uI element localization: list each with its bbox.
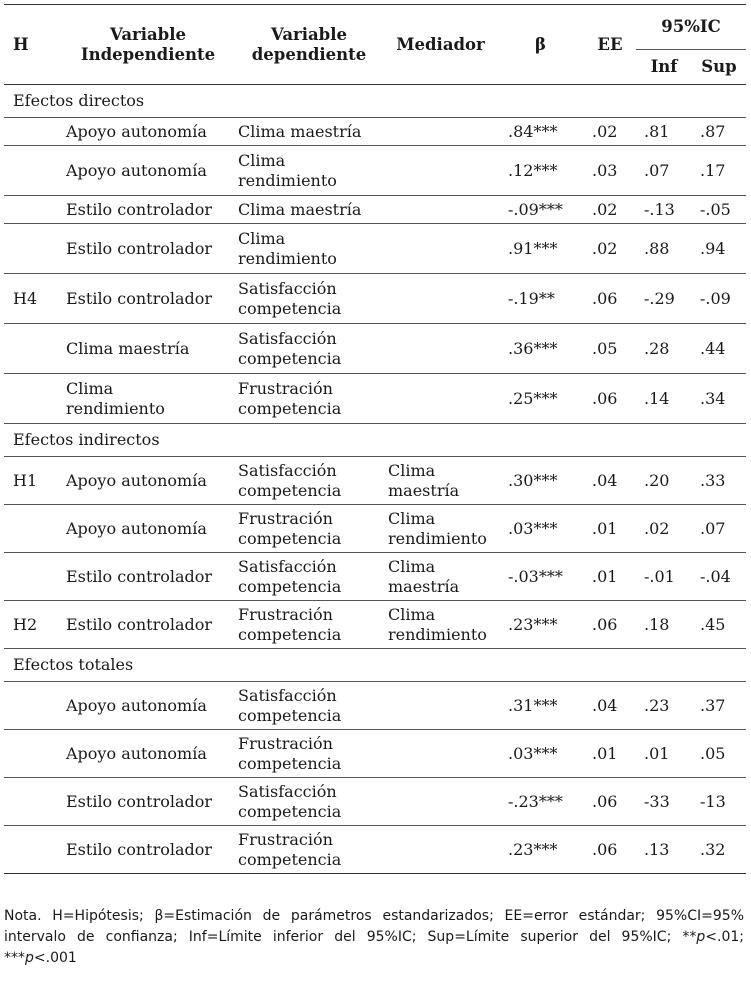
cell-hypothesis xyxy=(4,196,62,224)
cell-hypothesis: H1 xyxy=(4,457,62,505)
cell-independent-line: Estilo controlador xyxy=(66,614,213,634)
table-row xyxy=(4,196,746,224)
cell-dependent-line: Satisfacción xyxy=(238,556,337,576)
note-text: Nota. H=Hipótesis; β=Estimación de parámetros estandarizados; EE=error estándar; 95%CI=95% intervalo de confianza; Inf=Límite inferior del 95%IC; Sup=Límite superior del 95%IC; xyxy=(4,908,744,945)
table-row xyxy=(4,730,746,778)
cell-beta: -.09*** xyxy=(497,196,584,224)
cell-ee: .06 xyxy=(584,601,636,649)
cell-hypothesis xyxy=(4,826,62,874)
header-sup: Sup xyxy=(692,50,746,85)
cell-beta: -.03*** xyxy=(497,553,584,601)
cell-dependent xyxy=(234,505,384,553)
cell-mediator xyxy=(384,826,497,874)
table-row xyxy=(4,601,746,649)
table-row xyxy=(4,826,746,874)
cell-independent-line: Clima xyxy=(66,378,114,398)
note-sig2-stars: ** xyxy=(682,929,697,945)
cell-dependent xyxy=(234,457,384,505)
note-sig2-p: p xyxy=(696,929,706,945)
note-sig3-p: p xyxy=(25,950,34,966)
cell-mediator xyxy=(384,274,497,324)
cell-dependent-line: Frustración xyxy=(238,604,333,624)
cell-dependent xyxy=(234,146,384,196)
cell-dependent-line: competencia xyxy=(238,480,342,500)
cell-mediator xyxy=(384,118,497,146)
cell-dependent-line: competencia xyxy=(238,849,342,869)
cell-dependent-line: Frustración xyxy=(238,378,333,398)
cell-dependent-line: competencia xyxy=(238,801,342,821)
cell-independent xyxy=(62,778,234,826)
cell-dependent-line: competencia xyxy=(238,576,342,596)
cell-independent-line: Apoyo autonomía xyxy=(66,470,207,490)
note-sig3-value: <.001 xyxy=(33,950,77,966)
cell-sup: .05 xyxy=(692,730,746,778)
section-title: Efectos indirectos xyxy=(4,424,746,457)
cell-sup: -.05 xyxy=(692,196,746,224)
cell-mediator xyxy=(384,601,497,649)
cell-beta: -.23*** xyxy=(497,778,584,826)
table-row xyxy=(4,457,746,505)
cell-mediator xyxy=(384,224,497,274)
header-independent-line2: Independiente xyxy=(80,44,216,64)
header-independent xyxy=(62,5,234,85)
cell-independent-line: Estilo controlador xyxy=(66,238,213,258)
table-note xyxy=(4,906,744,969)
cell-dependent-line: Frustración xyxy=(238,508,333,528)
cell-inf: -33 xyxy=(636,778,692,826)
cell-independent-line: Clima maestría xyxy=(66,338,190,358)
cell-beta: .23*** xyxy=(497,826,584,874)
header-inf: Inf xyxy=(636,50,692,85)
table-row xyxy=(4,146,746,196)
table-row xyxy=(4,778,746,826)
header-ee: EE xyxy=(584,5,636,85)
cell-dependent-line: competencia xyxy=(238,528,342,548)
table-body xyxy=(4,85,746,874)
cell-hypothesis xyxy=(4,374,62,424)
table-row xyxy=(4,553,746,601)
cell-independent-line: Estilo controlador xyxy=(66,288,213,308)
cell-beta: .84*** xyxy=(497,118,584,146)
cell-ee: .01 xyxy=(584,505,636,553)
section-title: Efectos directos xyxy=(4,85,746,118)
cell-hypothesis xyxy=(4,682,62,730)
cell-dependent-line: rendimiento xyxy=(238,248,337,268)
cell-inf: .14 xyxy=(636,374,692,424)
header-dependent-line2: dependiente xyxy=(251,44,367,64)
cell-ee: .02 xyxy=(584,224,636,274)
cell-ee: .06 xyxy=(584,374,636,424)
cell-dependent-line: rendimiento xyxy=(238,170,337,190)
cell-beta: .31*** xyxy=(497,682,584,730)
cell-sup: .44 xyxy=(692,324,746,374)
table-row xyxy=(4,118,746,146)
cell-independent-line: Apoyo autonomía xyxy=(66,743,207,763)
results-table-container xyxy=(4,4,746,874)
cell-beta: .03*** xyxy=(497,505,584,553)
cell-sup: .87 xyxy=(692,118,746,146)
cell-mediator xyxy=(384,196,497,224)
cell-ee: .01 xyxy=(584,553,636,601)
cell-inf: .18 xyxy=(636,601,692,649)
cell-hypothesis: H2 xyxy=(4,601,62,649)
cell-independent-line: Estilo controlador xyxy=(66,566,213,586)
cell-ee: .06 xyxy=(584,778,636,826)
header-mediator: Mediador xyxy=(384,5,497,85)
cell-mediator xyxy=(384,374,497,424)
cell-dependent xyxy=(234,778,384,826)
cell-sup: .37 xyxy=(692,682,746,730)
cell-independent-line: Apoyo autonomía xyxy=(66,695,207,715)
cell-dependent-line: competencia xyxy=(238,398,342,418)
cell-sup: -.04 xyxy=(692,553,746,601)
cell-mediator-line: rendimiento xyxy=(388,528,487,548)
cell-dependent-line: competencia xyxy=(238,753,342,773)
cell-inf: .13 xyxy=(636,826,692,874)
section-title: Efectos totales xyxy=(4,649,746,682)
cell-inf: .07 xyxy=(636,146,692,196)
cell-independent-line: Estilo controlador xyxy=(66,839,213,859)
cell-sup: .32 xyxy=(692,826,746,874)
table-header xyxy=(4,5,746,85)
cell-mediator xyxy=(384,778,497,826)
cell-mediator-line: Clima xyxy=(388,556,436,576)
cell-independent-line: Apoyo autonomía xyxy=(66,121,207,141)
cell-inf: .81 xyxy=(636,118,692,146)
cell-mediator xyxy=(384,553,497,601)
cell-hypothesis xyxy=(4,553,62,601)
cell-dependent-line: competencia xyxy=(238,624,342,644)
cell-hypothesis: H4 xyxy=(4,274,62,324)
cell-dependent-line: Clima xyxy=(238,150,286,170)
cell-dependent xyxy=(234,118,384,146)
cell-mediator-line: maestría xyxy=(388,480,460,500)
cell-ee: .02 xyxy=(584,118,636,146)
cell-independent xyxy=(62,730,234,778)
cell-beta: -.19** xyxy=(497,274,584,324)
table-row xyxy=(4,374,746,424)
cell-dependent-line: Frustración xyxy=(238,733,333,753)
header-h: H xyxy=(4,5,62,85)
cell-ee: .01 xyxy=(584,730,636,778)
cell-independent xyxy=(62,274,234,324)
cell-independent-line: rendimiento xyxy=(66,398,165,418)
cell-dependent-line: Satisfacción xyxy=(238,685,337,705)
cell-independent xyxy=(62,196,234,224)
header-dependent-line1: Variable xyxy=(271,24,347,44)
cell-ee: .04 xyxy=(584,457,636,505)
cell-beta: .25*** xyxy=(497,374,584,424)
cell-inf: .01 xyxy=(636,730,692,778)
cell-dependent xyxy=(234,324,384,374)
header-dependent xyxy=(234,5,384,85)
cell-dependent xyxy=(234,826,384,874)
table-row xyxy=(4,505,746,553)
cell-independent xyxy=(62,457,234,505)
cell-mediator-line: maestría xyxy=(388,576,460,596)
cell-dependent-line: Clima maestría xyxy=(238,121,362,141)
cell-mediator xyxy=(384,730,497,778)
cell-hypothesis xyxy=(4,730,62,778)
cell-dependent-line: competencia xyxy=(238,348,342,368)
cell-hypothesis xyxy=(4,146,62,196)
table-row xyxy=(4,274,746,324)
cell-dependent-line: Satisfacción xyxy=(238,781,337,801)
cell-dependent-line: Frustración xyxy=(238,829,333,849)
note-sig2-value: <.01; xyxy=(705,929,744,945)
cell-beta: .30*** xyxy=(497,457,584,505)
table-row xyxy=(4,324,746,374)
cell-inf: -.29 xyxy=(636,274,692,324)
cell-independent xyxy=(62,324,234,374)
cell-ee: .02 xyxy=(584,196,636,224)
cell-independent xyxy=(62,682,234,730)
cell-independent xyxy=(62,118,234,146)
cell-independent xyxy=(62,553,234,601)
cell-independent-line: Apoyo autonomía xyxy=(66,160,207,180)
cell-dependent xyxy=(234,601,384,649)
cell-independent xyxy=(62,826,234,874)
cell-independent-line: Estilo controlador xyxy=(66,199,213,219)
cell-dependent xyxy=(234,553,384,601)
cell-mediator-line: Clima xyxy=(388,604,436,624)
cell-independent xyxy=(62,224,234,274)
cell-dependent xyxy=(234,224,384,274)
header-beta: β xyxy=(497,5,584,85)
cell-dependent xyxy=(234,374,384,424)
cell-hypothesis xyxy=(4,224,62,274)
cell-independent xyxy=(62,146,234,196)
cell-dependent-line: Clima maestría xyxy=(238,199,362,219)
cell-mediator xyxy=(384,682,497,730)
header-ic: 95%IC xyxy=(636,5,746,50)
cell-dependent xyxy=(234,274,384,324)
cell-sup: -13 xyxy=(692,778,746,826)
cell-sup: .07 xyxy=(692,505,746,553)
cell-dependent-line: Satisfacción xyxy=(238,328,337,348)
cell-beta: .12*** xyxy=(497,146,584,196)
cell-ee: .03 xyxy=(584,146,636,196)
cell-dependent xyxy=(234,730,384,778)
cell-hypothesis xyxy=(4,505,62,553)
cell-mediator-line: rendimiento xyxy=(388,624,487,644)
cell-dependent xyxy=(234,196,384,224)
cell-inf: .20 xyxy=(636,457,692,505)
cell-mediator xyxy=(384,457,497,505)
cell-hypothesis xyxy=(4,778,62,826)
table-row xyxy=(4,224,746,274)
cell-ee: .06 xyxy=(584,274,636,324)
cell-beta: .03*** xyxy=(497,730,584,778)
cell-dependent-line: Clima xyxy=(238,228,286,248)
cell-sup: .45 xyxy=(692,601,746,649)
cell-hypothesis xyxy=(4,118,62,146)
cell-sup: .34 xyxy=(692,374,746,424)
note-sig3-stars: *** xyxy=(4,950,25,966)
cell-dependent xyxy=(234,682,384,730)
cell-inf: -.01 xyxy=(636,553,692,601)
cell-ee: .05 xyxy=(584,324,636,374)
cell-beta: .36*** xyxy=(497,324,584,374)
cell-independent-line: Apoyo autonomía xyxy=(66,518,207,538)
cell-inf: .02 xyxy=(636,505,692,553)
cell-ee: .06 xyxy=(584,826,636,874)
cell-independent xyxy=(62,374,234,424)
section-row xyxy=(4,649,746,682)
section-row xyxy=(4,424,746,457)
cell-dependent-line: Satisfacción xyxy=(238,460,337,480)
cell-beta: .91*** xyxy=(497,224,584,274)
results-table xyxy=(4,4,746,874)
cell-mediator xyxy=(384,505,497,553)
header-independent-line1: Variable xyxy=(110,24,186,44)
cell-inf: .88 xyxy=(636,224,692,274)
section-row xyxy=(4,85,746,118)
cell-dependent-line: competencia xyxy=(238,705,342,725)
cell-mediator-line: Clima xyxy=(388,460,436,480)
cell-ee: .04 xyxy=(584,682,636,730)
cell-inf: .23 xyxy=(636,682,692,730)
cell-sup: .33 xyxy=(692,457,746,505)
cell-beta: .23*** xyxy=(497,601,584,649)
cell-inf: .28 xyxy=(636,324,692,374)
table-row xyxy=(4,682,746,730)
cell-mediator xyxy=(384,146,497,196)
cell-independent xyxy=(62,601,234,649)
cell-sup: .17 xyxy=(692,146,746,196)
cell-hypothesis xyxy=(4,324,62,374)
cell-inf: -.13 xyxy=(636,196,692,224)
cell-dependent-line: Satisfacción xyxy=(238,278,337,298)
cell-mediator-line: Clima xyxy=(388,508,436,528)
cell-sup: .94 xyxy=(692,224,746,274)
cell-mediator xyxy=(384,324,497,374)
cell-sup: -.09 xyxy=(692,274,746,324)
cell-independent xyxy=(62,505,234,553)
cell-dependent-line: competencia xyxy=(238,298,342,318)
cell-independent-line: Estilo controlador xyxy=(66,791,213,811)
